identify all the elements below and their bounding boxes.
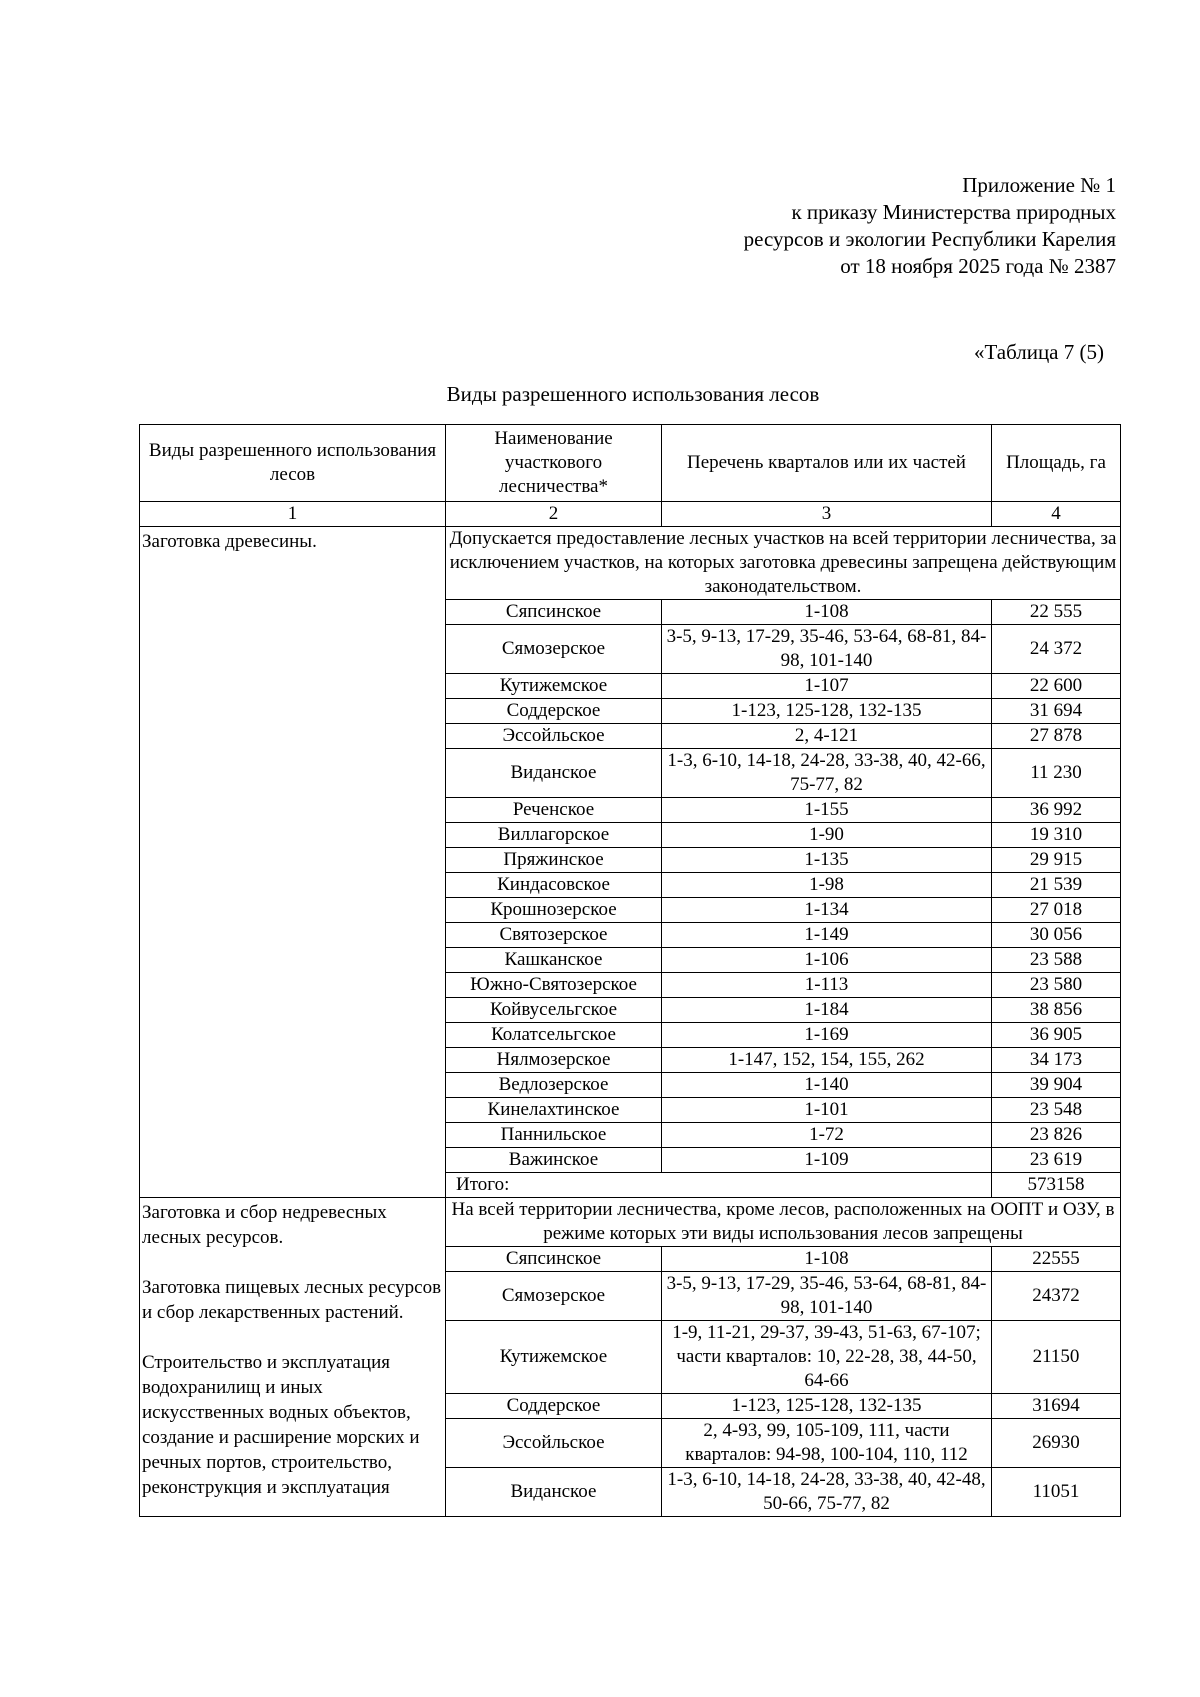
appendix-ministry-line: ресурсов и экологии Республики Карелия bbox=[743, 227, 1116, 251]
forestry-name-cell: Эссойльское bbox=[446, 724, 662, 749]
area-cell: 19 310 bbox=[992, 823, 1121, 848]
appendix-order-line: к приказу Министерства природных bbox=[791, 200, 1116, 224]
forestry-name-cell: Виллагорское bbox=[446, 823, 662, 848]
column-header-quarters: Перечень кварталов или их частей bbox=[662, 425, 992, 502]
appendix-header bbox=[744, 172, 1116, 280]
quarters-cell: 1-149 bbox=[662, 923, 992, 948]
quarters-cell: 1-123, 125-128, 132-135 bbox=[662, 1394, 992, 1419]
use-type-text: Заготовка и сбор недревесных лесных ресурсов. bbox=[142, 1202, 387, 1248]
quarters-cell: 3-5, 9-13, 17-29, 35-46, 53-64, 68-81, 84-98, 101-140 bbox=[662, 625, 992, 674]
quarters-cell: 1-3, 6-10, 14-18, 24-28, 33-38, 40, 42-48, 50-66, 75-77, 82 bbox=[662, 1468, 992, 1517]
forestry-name-cell: Киндасовское bbox=[446, 873, 662, 898]
quarters-cell: 1-123, 125-128, 132-135 bbox=[662, 699, 992, 724]
quarters-cell: 1-90 bbox=[662, 823, 992, 848]
area-cell: 21 539 bbox=[992, 873, 1121, 898]
column-number: 1 bbox=[140, 502, 446, 527]
area-cell: 11051 bbox=[992, 1468, 1121, 1517]
total-label: Итого: bbox=[446, 1173, 992, 1198]
section-note: Допускается предоставление лесных участков на всей территории лесничества, за исключением участков, на которых заготовка древесины запрещена действующим законодательством. bbox=[446, 527, 1121, 600]
area-cell: 22 555 bbox=[992, 600, 1121, 625]
forestry-name-cell: Эссойльское bbox=[446, 1419, 662, 1468]
quarters-cell: 2, 4-121 bbox=[662, 724, 992, 749]
area-cell: 11 230 bbox=[992, 749, 1121, 798]
quarters-cell: 1-169 bbox=[662, 1023, 992, 1048]
area-cell: 21150 bbox=[992, 1321, 1121, 1394]
forestry-name-cell: Соддерское bbox=[446, 699, 662, 724]
area-cell: 23 588 bbox=[992, 948, 1121, 973]
forestry-name-cell: Сямозерское bbox=[446, 625, 662, 674]
forestry-name-cell: Реченское bbox=[446, 798, 662, 823]
forestry-name-cell: Кинелахтинское bbox=[446, 1098, 662, 1123]
forestry-name-cell: Святозерское bbox=[446, 923, 662, 948]
column-number-row bbox=[140, 502, 1121, 527]
area-cell: 29 915 bbox=[992, 848, 1121, 873]
forestry-name-cell: Южно-Святозерское bbox=[446, 973, 662, 998]
area-cell: 38 856 bbox=[992, 998, 1121, 1023]
quarters-cell: 1-72 bbox=[662, 1123, 992, 1148]
use-type-text: Заготовка пищевых лесных ресурсов и сбор лекарственных растений. bbox=[142, 1277, 442, 1323]
area-cell: 31694 bbox=[992, 1394, 1121, 1419]
quarters-cell: 1-109 bbox=[662, 1148, 992, 1173]
forestry-name-cell: Ведлозерское bbox=[446, 1073, 662, 1098]
quarters-cell: 1-107 bbox=[662, 674, 992, 699]
forestry-name-cell: Виданское bbox=[446, 1468, 662, 1517]
area-cell: 22555 bbox=[992, 1247, 1121, 1272]
quarters-cell: 3-5, 9-13, 17-29, 35-46, 53-64, 68-81, 84-98, 101-140 bbox=[662, 1272, 992, 1321]
quarters-cell: 2, 4-93, 99, 105-109, 111, части кварталов: 94-98, 100-104, 110, 112 bbox=[662, 1419, 992, 1468]
total-value: 573158 bbox=[992, 1173, 1121, 1198]
table-header-row bbox=[140, 425, 1121, 502]
area-cell: 36 992 bbox=[992, 798, 1121, 823]
forestry-name-cell: Нялмозерское bbox=[446, 1048, 662, 1073]
forestry-name-cell: Кашканское bbox=[446, 948, 662, 973]
column-header-area: Площадь, га bbox=[992, 425, 1121, 502]
forestry-name-cell: Кутижемское bbox=[446, 674, 662, 699]
column-number: 3 bbox=[662, 502, 992, 527]
forestry-name-cell: Сямозерское bbox=[446, 1272, 662, 1321]
area-cell: 23 580 bbox=[992, 973, 1121, 998]
table-title: Виды разрешенного использования лесов bbox=[446, 382, 820, 406]
column-number: 2 bbox=[446, 502, 662, 527]
quarters-cell: 1-106 bbox=[662, 948, 992, 973]
area-cell: 23 548 bbox=[992, 1098, 1121, 1123]
quarters-cell: 1-184 bbox=[662, 998, 992, 1023]
area-cell: 23 826 bbox=[992, 1123, 1121, 1148]
forestry-name-cell: Крошнозерское bbox=[446, 898, 662, 923]
column-header-forestry: Наименование участкового лесничества* bbox=[446, 425, 662, 502]
area-cell: 39 904 bbox=[992, 1073, 1121, 1098]
column-header-use-type: Виды разрешенного использования лесов bbox=[140, 425, 446, 502]
quarters-cell: 1-147, 152, 154, 155, 262 bbox=[662, 1048, 992, 1073]
quarters-cell: 1-140 bbox=[662, 1073, 992, 1098]
area-cell: 36 905 bbox=[992, 1023, 1121, 1048]
appendix-number: Приложение № 1 bbox=[962, 173, 1116, 197]
section-note-row bbox=[140, 1198, 1121, 1247]
forestry-name-cell: Сяпсинское bbox=[446, 600, 662, 625]
area-cell: 24 372 bbox=[992, 625, 1121, 674]
quarters-cell: 1-155 bbox=[662, 798, 992, 823]
quarters-cell: 1-9, 11-21, 29-37, 39-43, 51-63, 67-107; части кварталов: 10, 22-28, 38, 44-50, 64-66 bbox=[662, 1321, 992, 1394]
area-cell: 24372 bbox=[992, 1272, 1121, 1321]
area-cell: 30 056 bbox=[992, 923, 1121, 948]
column-number: 4 bbox=[992, 502, 1121, 527]
quarters-cell: 1-135 bbox=[662, 848, 992, 873]
appendix-date-line: от 18 ноября 2025 года № 2387 bbox=[840, 254, 1116, 278]
forest-use-table bbox=[139, 424, 1121, 1517]
section-note-row bbox=[140, 527, 1121, 600]
area-cell: 27 878 bbox=[992, 724, 1121, 749]
forestry-name-cell: Соддерское bbox=[446, 1394, 662, 1419]
use-type-cell: Заготовка древесины. bbox=[140, 527, 446, 1198]
quarters-cell: 1-113 bbox=[662, 973, 992, 998]
forestry-name-cell: Сяпсинское bbox=[446, 1247, 662, 1272]
forestry-name-cell: Койвусельгское bbox=[446, 998, 662, 1023]
area-cell: 27 018 bbox=[992, 898, 1121, 923]
quarters-cell: 1-101 bbox=[662, 1098, 992, 1123]
quarters-cell: 1-134 bbox=[662, 898, 992, 923]
forestry-name-cell: Паннильское bbox=[446, 1123, 662, 1148]
use-type-cell bbox=[140, 1198, 446, 1517]
area-cell: 34 173 bbox=[992, 1048, 1121, 1073]
area-cell: 31 694 bbox=[992, 699, 1121, 724]
area-cell: 23 619 bbox=[992, 1148, 1121, 1173]
quarters-cell: 1-108 bbox=[662, 1247, 992, 1272]
forestry-name-cell: Важинское bbox=[446, 1148, 662, 1173]
use-type-text: Строительство и эксплуатация водохранилищ и иных искусственных водных объектов, создание и расширение морских и речных портов, строительство, реконструкция и эксплуатация bbox=[142, 1352, 420, 1498]
area-cell: 22 600 bbox=[992, 674, 1121, 699]
table-reference: «Таблица 7 (5) bbox=[973, 340, 1104, 364]
quarters-cell: 1-108 bbox=[662, 600, 992, 625]
area-cell: 26930 bbox=[992, 1419, 1121, 1468]
forestry-name-cell: Колатсельгское bbox=[446, 1023, 662, 1048]
quarters-cell: 1-98 bbox=[662, 873, 992, 898]
section-note: На всей территории лесничества, кроме лесов, расположенных на ООПТ и ОЗУ, в режиме которых эти виды использования лесов запрещены bbox=[446, 1198, 1121, 1247]
forestry-name-cell: Кутижемское bbox=[446, 1321, 662, 1394]
forestry-name-cell: Виданское bbox=[446, 749, 662, 798]
quarters-cell: 1-3, 6-10, 14-18, 24-28, 33-38, 40, 42-66, 75-77, 82 bbox=[662, 749, 992, 798]
forestry-name-cell: Пряжинское bbox=[446, 848, 662, 873]
